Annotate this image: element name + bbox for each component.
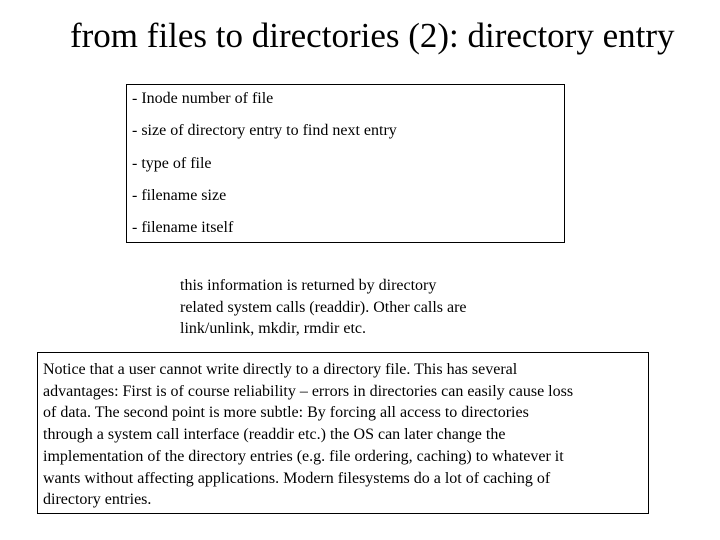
- notice-line: directory entries.: [43, 491, 152, 509]
- directory-entry-box: [126, 84, 565, 243]
- notice-line: Notice that a user cannot write directly to a directory file. This has several: [43, 361, 518, 378]
- notice-line: wants without affecting applications. Modern filesystems do a lot of caching of: [43, 469, 551, 487]
- system-calls-note: [180, 275, 520, 340]
- entry-field-filename-size: - filename size: [132, 186, 227, 204]
- notice-line: through a system call interface (readdir etc.) the OS can later change the: [43, 426, 506, 444]
- system-calls-note-line: link/unlink, mkdir, rmdir etc.: [180, 320, 366, 337]
- notice-line: implementation of the directory entries (e.g. file ordering, caching) to whatever it: [43, 447, 564, 465]
- notice-line: advantages: First is of course reliability – errors in directories can easily cause loss: [43, 382, 574, 400]
- system-calls-note-line: related system calls (readdir). Other calls are: [180, 298, 467, 316]
- system-calls-note-line: this information is returned by directory: [180, 277, 437, 294]
- slide-title: from files to directories (2): directory entry: [70, 16, 675, 55]
- entry-field-inode-number: - Inode number of file: [132, 90, 274, 107]
- entry-field-file-type: - type of file: [132, 154, 212, 172]
- entry-field-filename: - filename itself: [132, 219, 234, 237]
- notice-box: [37, 352, 649, 514]
- directory-entry-field-list: [132, 89, 564, 250]
- entry-field-entry-size: - size of directory entry to find next entry: [132, 122, 397, 140]
- notice-line: of data. The second point is more subtle: By forcing all access to directories: [43, 404, 529, 422]
